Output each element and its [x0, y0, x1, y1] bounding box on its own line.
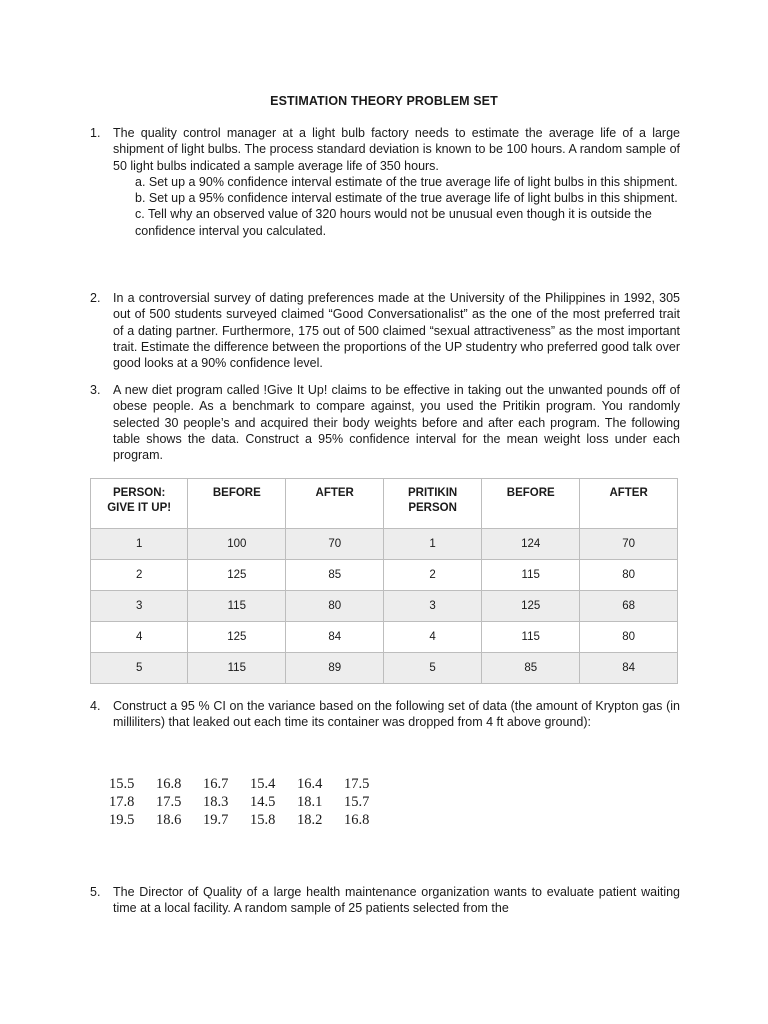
table-cell: 1	[91, 529, 188, 560]
data-value: 18.3	[203, 794, 229, 810]
question-3	[90, 382, 680, 463]
table-cell: 70	[286, 529, 384, 560]
header-pritikin-person: PRITIKIN PERSON	[384, 479, 482, 529]
data-value: 16.8	[344, 812, 370, 828]
table-cell: 80	[580, 560, 678, 591]
data-value: 18.6	[156, 812, 182, 828]
question-5-number: 5.	[90, 885, 101, 899]
question-1b: b. Set up a 95% confidence interval estimate of the true average life of light bulbs in this shipment.	[135, 191, 678, 206]
data-value: 16.8	[156, 776, 182, 792]
table-cell: 89	[286, 653, 384, 684]
table-cell: 124	[482, 529, 580, 560]
data-value: 16.4	[297, 776, 323, 792]
table-cell: 125	[188, 622, 286, 653]
header-person-give-it-up: PERSON: GIVE IT UP!	[91, 479, 188, 529]
table-cell: 115	[188, 591, 286, 622]
table-row	[91, 653, 678, 684]
data-value: 17.8	[109, 794, 135, 810]
table-cell: 80	[580, 622, 678, 653]
question-1-text: The quality control manager at a light bulb factory needs to estimate the average life of a large shipment of light bulbs. The process standard deviation is known to be 100 hours. A random sample of 50 light bulbs indicated a sample average life of 350 hours.	[113, 126, 680, 173]
krypton-data-grid	[109, 775, 391, 829]
data-value: 17.5	[344, 776, 370, 792]
table-cell: 84	[286, 622, 384, 653]
question-4-number: 4.	[90, 699, 101, 713]
table-cell: 85	[482, 653, 580, 684]
table-cell: 115	[482, 560, 580, 591]
data-value: 19.7	[203, 812, 229, 828]
table-cell: 80	[286, 591, 384, 622]
question-3-number: 3.	[90, 383, 101, 397]
question-3-text: A new diet program called !Give It Up! claims to be effective in taking out the unwanted pounds off of obese people. As a benchmark to compare against, you used the Pritikin program. You randomly selected 30 people’s and acquired their body weights before and after each program. The following table shows the data. Construct a 95% confidence interval for the mean weight loss under each program.	[113, 383, 680, 463]
table-cell: 70	[580, 529, 678, 560]
table-cell: 4	[91, 622, 188, 653]
table-cell: 115	[482, 622, 580, 653]
data-value: 15.8	[250, 812, 276, 828]
table-row	[91, 560, 678, 591]
data-value: 19.5	[109, 812, 135, 828]
page-title: ESTIMATION THEORY PROBLEM SET	[270, 94, 498, 108]
question-4	[90, 698, 680, 731]
table-cell: 125	[482, 591, 580, 622]
weight-loss-table	[90, 478, 678, 684]
data-value: 17.5	[156, 794, 182, 810]
data-value: 18.1	[297, 794, 323, 810]
data-value: 15.4	[250, 776, 276, 792]
data-value: 15.7	[344, 794, 370, 810]
question-1a: a. Set up a 90% confidence interval estimate of the true average life of light bulbs in this shipment.	[135, 174, 678, 189]
table-cell: 84	[580, 653, 678, 684]
table-cell: 3	[91, 591, 188, 622]
table-row	[91, 591, 678, 622]
table-row	[91, 529, 678, 560]
table-cell: 2	[384, 560, 482, 591]
table-cell: 5	[91, 653, 188, 684]
data-value: 16.7	[203, 776, 229, 792]
table-cell: 85	[286, 560, 384, 591]
data-value: 18.2	[297, 812, 323, 828]
question-5	[90, 884, 680, 917]
question-4-text: Construct a 95 % CI on the variance based on the following set of data (the amount of Krypton gas (in milliliters) that leaked out each time its container was dropped from 4 ft above ground):	[113, 699, 680, 730]
header-after-1: AFTER	[286, 479, 384, 529]
table-cell: 2	[91, 560, 188, 591]
question-1c: c. Tell why an observed value of 320 hours would not be unusual even though it is outside the confidence interval you calculated.	[135, 207, 652, 238]
question-2-text: In a controversial survey of dating preferences made at the University of the Philippines in 1992, 305 out of 500 students surveyed claimed “Good Conversationalist” as the one of the most preferred trait of a dating partner. Furthermore, 175 out of 500 claimed “sexual attractiveness” as the most important trait. Estimate the difference between the proportions of the UP studentry who preferred good talk over good looks at a 90% confidence level.	[113, 291, 680, 371]
question-5-text: The Director of Quality of a large health maintenance organization wants to evaluate patient waiting time at a local facility. A random sample of 25 patients selected from the	[113, 885, 680, 916]
data-row	[109, 793, 391, 811]
table-header-row	[91, 479, 678, 529]
question-1-number: 1.	[90, 126, 101, 140]
table-cell: 3	[384, 591, 482, 622]
question-2-number: 2.	[90, 291, 101, 305]
data-row	[109, 811, 391, 829]
data-value: 15.5	[109, 776, 135, 792]
table-cell: 115	[188, 653, 286, 684]
table-cell: 5	[384, 653, 482, 684]
header-after-2: AFTER	[580, 479, 678, 529]
header-before-2: BEFORE	[482, 479, 580, 529]
table-cell: 125	[188, 560, 286, 591]
table-cell: 4	[384, 622, 482, 653]
table-cell: 1	[384, 529, 482, 560]
table-cell: 100	[188, 529, 286, 560]
data-value: 14.5	[250, 794, 276, 810]
question-1	[90, 125, 680, 239]
table-cell: 68	[580, 591, 678, 622]
header-before-1: BEFORE	[188, 479, 286, 529]
question-2	[90, 290, 680, 371]
table-row	[91, 622, 678, 653]
data-row	[109, 775, 391, 793]
